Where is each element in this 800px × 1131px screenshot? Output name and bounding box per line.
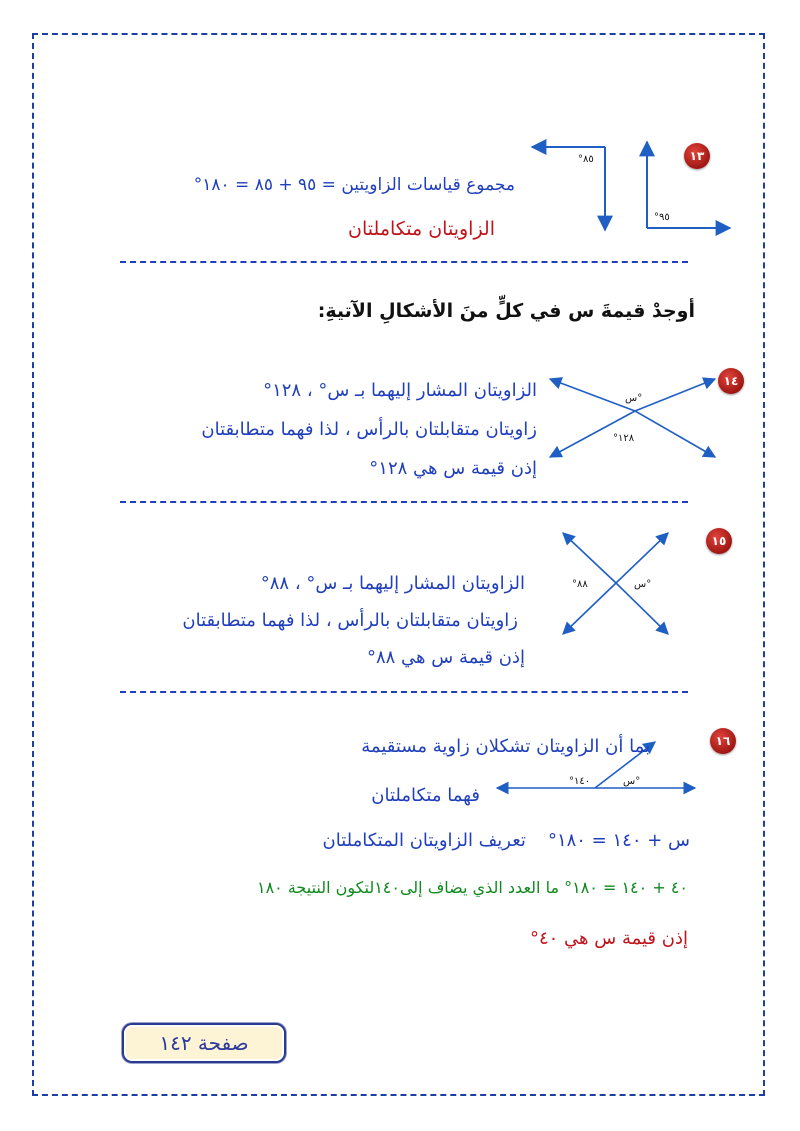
q16-equation-main: س + ١٤٠ = ١٨٠° xyxy=(547,830,690,851)
q16-answer: إذن قيمة س هي ٤٠° xyxy=(529,928,688,949)
q14-line-1: الزاويتان المشار إليهما بـ س° ، ١٢٨° xyxy=(263,380,537,401)
q13-angle-b-label: °٩٥ xyxy=(654,212,670,223)
q15-line-2: زاويتان متقابلتان بالرأس ، لذا فهما متطابقتان xyxy=(182,610,518,631)
q13-sum-line: مجموع قياسات الزاويتين = ٩٥ + ٨٥ = ١٨٠° xyxy=(193,175,515,195)
q13-figure xyxy=(520,130,740,250)
question-15-badge: ١٥ xyxy=(706,528,732,554)
question-14-badge: ١٤ xyxy=(718,368,744,394)
divider-1 xyxy=(120,261,688,263)
q16-equation-note: تعريف الزاويتان المتكاملتان xyxy=(322,830,526,851)
q16-line-4: ٤٠ + ١٤٠ = ١٨٠° ما العدد الذي يضاف إلى١٤٠لتكون النتيجة ١٨٠ xyxy=(256,878,688,897)
q15-line-3: إذن قيمة س هي ٨٨° xyxy=(366,647,525,668)
q16-label-angle: °١٤٠ xyxy=(569,776,591,787)
q16-line-1: بما أن الزاويتان تشكلان زاوية مستقيمة xyxy=(361,736,650,757)
question-16-badge: ١٦ xyxy=(710,728,736,754)
q15-line-1: الزاويتان المشار إليهما بـ س° ، ٨٨° xyxy=(260,573,525,594)
q16-line-2: فهما متكاملتان xyxy=(371,785,480,806)
q14-line-2: زاويتان متقابلتان بالرأس ، لذا فهما متطابقتان xyxy=(201,419,537,440)
q13-angle-a-label: °٨٥ xyxy=(578,154,594,165)
q14-label-angle: °١٢٨ xyxy=(613,433,635,444)
q14-label-s: س° xyxy=(625,393,643,404)
q15-label-s: س° xyxy=(634,579,652,590)
question-13-badge: ١٣ xyxy=(684,143,710,169)
q16-label-s: س° xyxy=(623,776,641,787)
q15-label-angle: °٨٨ xyxy=(572,579,588,590)
q14-figure xyxy=(545,365,720,465)
page-number-label: صفحة ١٤٢ xyxy=(122,1023,286,1063)
instruction-heading: أوجدْ قيمةَ س في كلٍّ منَ الأشكالِ الآتيةِ: xyxy=(317,300,695,322)
q15-figure xyxy=(558,528,678,638)
q14-line-3: إذن قيمة س هي ١٢٨° xyxy=(369,458,537,479)
q13-conclusion: الزاويتان متكاملتان xyxy=(348,218,495,240)
divider-2 xyxy=(120,501,688,503)
q16-equation xyxy=(322,830,690,851)
divider-3 xyxy=(120,691,688,693)
